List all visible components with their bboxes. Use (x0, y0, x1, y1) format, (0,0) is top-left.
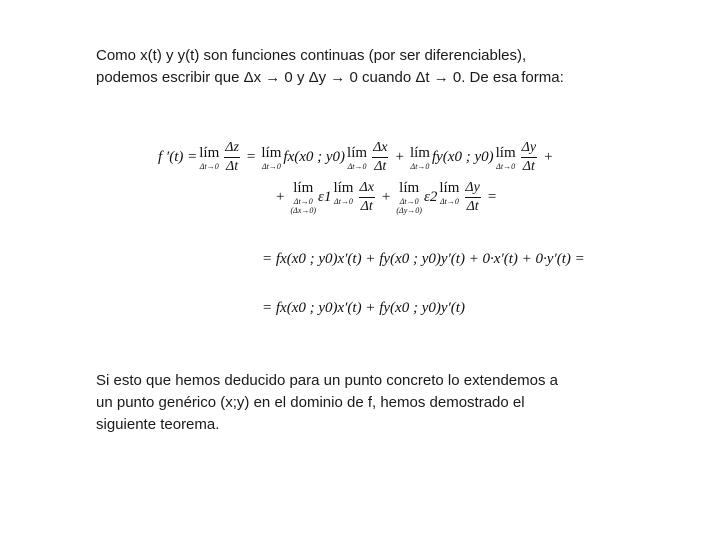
eq1-limit-1: lím Δt→0 (199, 144, 220, 171)
eq2-limit-4: lím Δt→0 (439, 180, 460, 206)
eq2-epsilon-1: ε1 (318, 189, 332, 205)
eq2-fraction-dy-dt: $\frac{\Delta y}{\Delta t}$ (465, 180, 480, 214)
eq1-limit-2: lím Δt→0 (261, 144, 282, 171)
eq1-term-fx: fx(x0 ; y0) (283, 149, 346, 165)
eq1-limit-4: lím Δt→0 (409, 144, 430, 171)
eq1-fraction-dy-dt: $\frac{\Delta y}{\Delta t}$ (521, 140, 537, 174)
eq1-limit-5: lím Δt→0 (495, 144, 516, 171)
eq1-lhs: f ′(t) = (158, 149, 198, 165)
eq1-term-fy: fy(x0 ; y0) (431, 149, 494, 165)
intro-line-1: Como x(t) y y(t) son funciones continuas (por ser diferenciables), (96, 47, 527, 64)
equation-row-2: + lím Δt→0 (Δx→0) ε1 lím Δt→0 $\frac{\Delta x}{\Delta t}$ + lím Δt→0 (Δy→0) ε2 lím Δt→0 $\frac{\Delta y}{\Delta t}$ = (276, 180, 497, 215)
eq1-fraction-dz-dt: $\frac{\Delta z}{\Delta t}$ (225, 140, 239, 174)
equation-row-3: = fx(x0 ; y0)x′(t) + fy(x0 ; y0)y′(t) + 0·x′(t) + 0·y′(t) = (262, 251, 585, 267)
conclusion-line-3: siguiente teorema. (96, 416, 220, 433)
eq2-limit-3: lím Δt→0 (Δy→0) (396, 180, 422, 215)
eq2-epsilon-2: ε2 (423, 189, 438, 205)
intro-line-2: podemos escribir que Δx → 0 y Δy → 0 cuando Δt → 0. De esa forma: (96, 69, 564, 86)
equation-row-1: f ′(t) = lím Δt→0 $\frac{\Delta z}{\Delta t}$ = lím Δt→0 fx(x0 ; y0) lím Δt→0 $\frac{\Delta x}{\Delta t}$ + lím Δt→0 fy(x0 ; y0) lím Δt→0 $\frac{\Delta y}{\Delta t}$ + (158, 140, 553, 174)
eq2-limit-2: lím Δt→0 (333, 180, 354, 206)
eq2-limit-1: lím Δt→0 (Δx→0) (290, 180, 317, 215)
eq1-fraction-dx-dt: $\frac{\Delta x}{\Delta t}$ (373, 140, 388, 174)
conclusion-line-2: un punto genérico (x;y) en el dominio de f, hemos demostrado el (96, 394, 525, 411)
eq2-fraction-dx-dt: $\frac{\Delta x}{\Delta t}$ (359, 180, 374, 214)
conclusion-line-1: Si esto que hemos deducido para un punto concreto lo extendemos a (96, 372, 558, 389)
conclusion-paragraph (96, 370, 636, 436)
equation-row-4: = fx(x0 ; y0)x′(t) + fy(x0 ; y0)y′(t) (262, 300, 465, 316)
eq1-limit-3: lím Δt→0 (347, 144, 368, 171)
